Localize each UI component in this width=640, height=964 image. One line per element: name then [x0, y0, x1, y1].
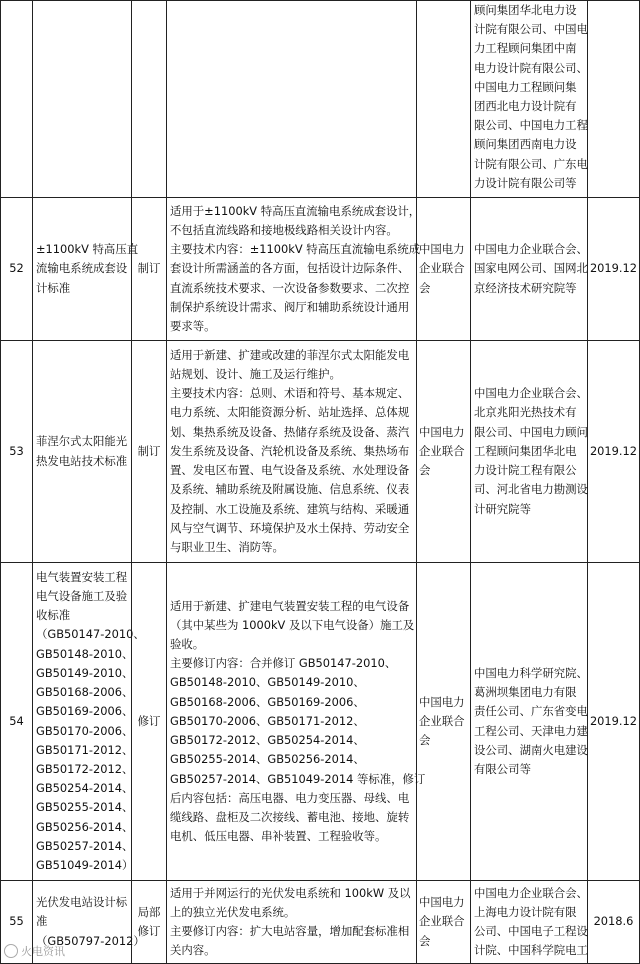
- units-line: 计院有限公司、广东电: [474, 156, 588, 171]
- org-line: 中国电力: [419, 242, 465, 257]
- org-line: 中国电力: [419, 895, 465, 910]
- scope-line: 套设计所需涵盖的各方面，包括设计边际条件、: [170, 261, 410, 276]
- standard-name: [33, 198, 139, 341]
- row-number: 54: [1, 563, 33, 881]
- lead-organization: [417, 1, 471, 198]
- units-line: 上海电力设计院有限: [474, 904, 577, 919]
- scope-line: 直流系统技术要求、一次设备参数要求、二次控: [170, 280, 410, 295]
- name-line: GB50170-2006、: [36, 723, 134, 738]
- lead-organization: [417, 563, 471, 881]
- type-line: 制订: [137, 261, 161, 276]
- completion-date: 2019.12: [588, 198, 640, 341]
- scope-content: [167, 198, 421, 341]
- units-line: 工程公司、天津电力建: [474, 723, 588, 738]
- revision-type: [132, 1, 167, 198]
- name-line: GB50148-2010、: [36, 646, 134, 661]
- name-line: 收标准: [36, 608, 71, 623]
- units-line: 顾问集团西南电力设: [474, 137, 577, 152]
- scope-line: 主要技术内容：总则、术语和符号、基本规定、: [170, 386, 410, 401]
- revision-type: [132, 563, 167, 881]
- scope-line: 缆线路、盘柜及二次接线、蓄电池、接地、旋转: [170, 809, 410, 824]
- scope-line: 关内容。: [170, 943, 216, 958]
- name-line: 光伏发电站设计标: [36, 895, 128, 910]
- scope-line: 主要修订内容：扩大电站容量，增加配套标准相: [170, 924, 410, 938]
- scope-line: 及控制、水工设施及系统、建筑与结构、采暖通: [170, 501, 410, 516]
- units-line: 有限公司等: [474, 761, 531, 776]
- units-line: 京经济技术研究院等: [474, 280, 577, 295]
- scope-line: 及系统、辅助系统及附属设施、信息系统、仪表: [170, 482, 410, 497]
- scope-line: 验收。: [170, 637, 205, 652]
- name-line: GB50257-2014、: [36, 838, 134, 853]
- scope-line: 后内容包括：高压电器、电力变压器、母线、电: [170, 790, 410, 805]
- name-line: GB50254-2014、: [36, 781, 134, 796]
- units-line: 计院有限公司、中国电: [474, 22, 588, 37]
- name-line: GB50172-2012、: [36, 761, 134, 776]
- name-line: 电气装置安装工程: [36, 569, 128, 584]
- name-line: GB50149-2010、: [36, 665, 134, 680]
- scope-line: 要求等。: [170, 319, 216, 333]
- row-number: 52: [1, 198, 33, 341]
- completion-date: [588, 1, 640, 198]
- name-line: 流输电系统成套设: [36, 261, 128, 276]
- name-line: （GB50797-2012）: [36, 933, 145, 948]
- completion-date: 2018.6: [588, 881, 640, 964]
- scope-line: 制保护系统设计需求、阀厅和辅助系统设计通用: [170, 299, 410, 314]
- units-line: 葛洲坝集团电力有限: [474, 685, 577, 700]
- row-number: 55: [1, 881, 33, 964]
- name-line: GB50171-2012、: [36, 742, 134, 757]
- scope-line: GB50257-2014、GB51049-2014 等标准，修订: [170, 771, 426, 786]
- table-row: [1, 881, 640, 964]
- weibo-logo-icon: [4, 944, 18, 958]
- name-line: GB50255-2014、: [36, 800, 134, 815]
- lead-organization: [417, 198, 471, 341]
- row-number: [1, 1, 33, 198]
- org-line: 企业联合: [419, 443, 465, 458]
- scope-line: 电力系统、太阳能资源分析、站址选择、总体规: [170, 405, 410, 420]
- units-line: 工程顾问集团华北电: [474, 443, 577, 458]
- units-line: 中国电力工程顾问集: [474, 79, 577, 94]
- org-line: 中国电力: [419, 424, 465, 439]
- standard-name: [33, 341, 132, 563]
- units-line: 中国电力企业联合会、: [474, 386, 588, 401]
- units-line: 中国电力企业联合会、: [474, 885, 588, 900]
- name-line: ±1100kV 特高压直: [36, 242, 139, 257]
- units-line: 司、河北省电力勘测设: [474, 482, 588, 497]
- table-row: [1, 563, 640, 881]
- scope-line: GB50255-2014、GB50256-2014、: [170, 752, 365, 767]
- table-row: [1, 1, 640, 198]
- org-line: 企业联合: [419, 261, 465, 276]
- org-line: 会: [419, 463, 431, 478]
- name-line: GB51049-2014）: [36, 857, 134, 872]
- completion-date: 2019.12: [588, 563, 640, 881]
- scope-content: [167, 341, 417, 563]
- units-line: 北京兆阳光热技术有: [474, 405, 577, 420]
- lead-organization: [417, 881, 471, 964]
- type-line: 制订: [137, 443, 161, 458]
- watermark-text: 火电资讯: [21, 945, 65, 958]
- scope-content: [167, 881, 417, 964]
- units-line: 中国电力科学研究院、: [474, 665, 588, 680]
- units-line: 力设计院工程有限公: [474, 463, 577, 478]
- units-line: 团西北电力设计院有: [474, 99, 577, 114]
- units-line: 设公司、湖南火电建设: [474, 742, 588, 757]
- drafting-units: [471, 563, 588, 881]
- scope-line: GB50148-2010、GB50149-2010、: [170, 675, 365, 690]
- scope-line: 划、集热系统及设备、热储存系统及设备、蒸汽: [170, 424, 410, 439]
- table-row: [1, 341, 640, 563]
- name-line: 计标准: [36, 280, 71, 295]
- name-line: 热发电站技术标准: [36, 453, 128, 468]
- units-line: 中国电力企业联合会、: [474, 242, 588, 257]
- scope-line: GB50172-2012、GB50254-2014、: [170, 733, 365, 748]
- units-line: 计研究院等: [474, 501, 531, 516]
- units-line: 计院、中国科学院电工: [474, 943, 588, 958]
- revision-type: [132, 198, 167, 341]
- units-line: 公司、中国电子工程设: [474, 924, 588, 938]
- watermark: [4, 943, 65, 959]
- org-line: 企业联合: [419, 914, 465, 929]
- drafting-units: [471, 198, 588, 341]
- revision-type: [132, 341, 167, 563]
- units-line: 顾问集团华北电力设: [474, 3, 577, 17]
- scope-line: 主要修订内容：合并修订 GB50147-2010、: [170, 656, 397, 671]
- drafting-units: [471, 881, 588, 964]
- scope-line: 适用于新建、扩建电气装置安装工程的电气设备: [170, 598, 410, 613]
- scope-line: 风与空气调节、环境保护及水土保持、劳动安全: [170, 520, 410, 535]
- scope-line: 发生系统及设备、汽轮机设备及系统、集热场布: [170, 443, 410, 458]
- scope-line: 适用于新建、扩建或改建的菲涅尔式太阳能发电: [170, 347, 410, 362]
- org-line: 会: [419, 933, 431, 948]
- scope-line: 主要技术内容：±1100kV 特高压直流输电系统成: [170, 242, 421, 257]
- type-line: 修订: [137, 713, 161, 728]
- name-line: 电气设备施工及验: [36, 589, 128, 604]
- org-line: 会: [419, 733, 431, 748]
- name-line: GB50168-2006、: [36, 685, 134, 700]
- name-line: 菲涅尔式太阳能光: [36, 434, 128, 449]
- units-line: 限公司、中国电力工程: [474, 118, 588, 133]
- scope-line: 不包括直流线路和接地极线路相关设计内容。: [170, 222, 398, 237]
- standard-name: [33, 1, 132, 198]
- drafting-units: [471, 1, 588, 198]
- org-line: 会: [419, 280, 431, 295]
- drafting-units: [471, 341, 588, 563]
- scope-line: 适用于±1100kV 特高压直流输电系统成套设计，: [170, 203, 421, 218]
- scope-line: 与职业卫生、消防等。: [170, 539, 284, 554]
- standard-name: [33, 563, 145, 881]
- units-line: 国家电网公司、国网北: [474, 261, 588, 276]
- scope-line: （其中某些为 1000kV 及以下电气设备）施工及: [170, 617, 415, 632]
- row-number: 53: [1, 341, 33, 563]
- completion-date: 2019.12: [588, 341, 640, 563]
- scope-line: GB50168-2006、GB50169-2006、: [170, 694, 365, 709]
- lead-organization: [417, 341, 471, 563]
- scope-line: 站规划、设计、施工及运行维护。: [170, 367, 341, 382]
- table-row: [1, 198, 640, 341]
- scope-line: GB50170-2006、GB50171-2012、: [170, 713, 365, 728]
- revision-type: [132, 881, 167, 964]
- org-line: 中国电力: [419, 694, 465, 709]
- units-line: 限公司、中国电力顾问: [474, 424, 588, 439]
- scope-line: 电机、低压电器、串补装置、工程验收等。: [170, 829, 387, 844]
- scope-content: [167, 563, 426, 881]
- type-line: 修订: [137, 924, 161, 938]
- type-line: 局部: [137, 904, 161, 919]
- name-line: （GB50147-2010、: [36, 627, 145, 642]
- units-line: 电力设计院有限公司、: [474, 60, 588, 75]
- units-line: 力工程顾问集团中南: [474, 41, 577, 56]
- units-line: 责任公司、广东省变电: [474, 704, 588, 719]
- name-line: 准: [36, 914, 48, 929]
- units-line: 力设计院有限公司等: [474, 175, 577, 190]
- scope-content: [167, 1, 417, 198]
- scope-line: 适用于并网运行的光伏发电系统和 100kW 及以: [170, 885, 411, 900]
- name-line: GB50169-2006、: [36, 704, 134, 719]
- org-line: 企业联合: [419, 713, 465, 728]
- scope-line: 置、发电区布置、电气设备及系统、水处理设备: [170, 463, 410, 478]
- name-line: GB50256-2014、: [36, 819, 134, 834]
- scope-line: 上的独立光伏发电系统。: [170, 904, 296, 919]
